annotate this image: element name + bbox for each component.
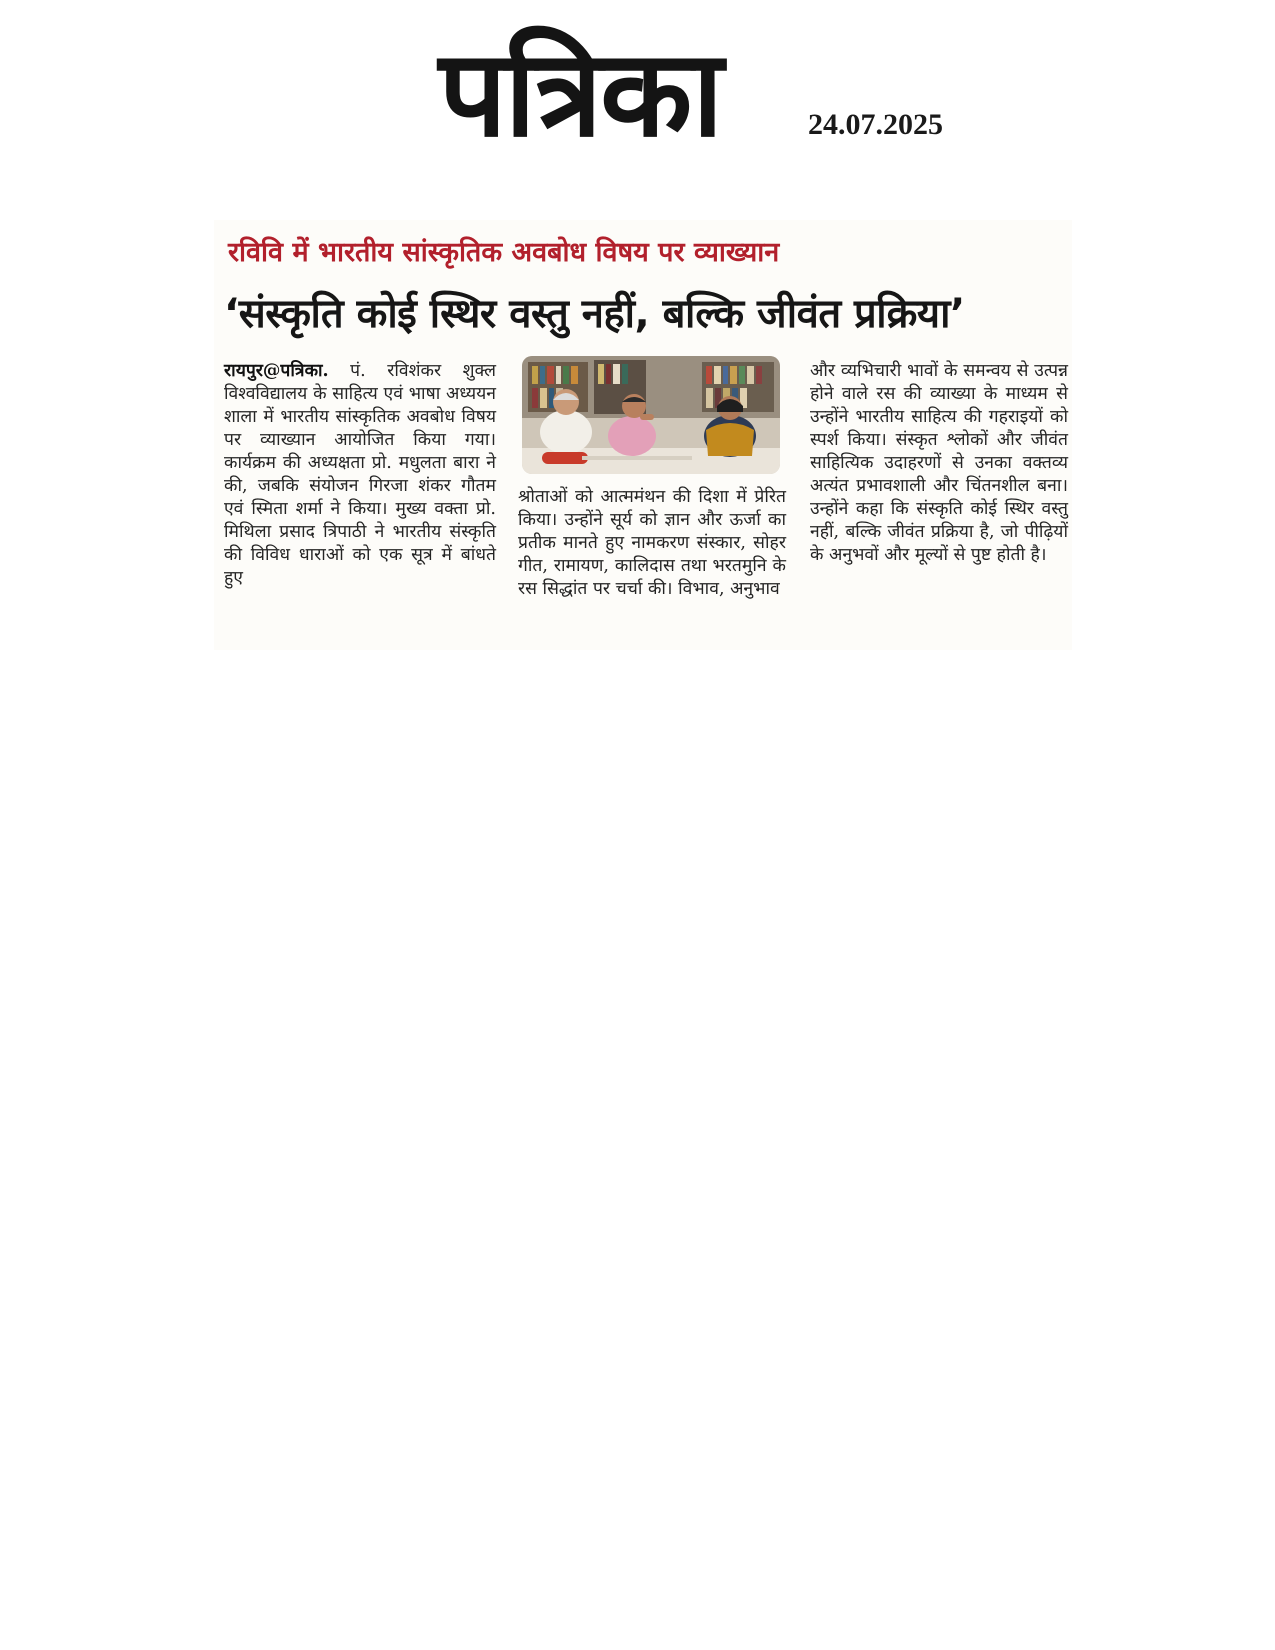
article-dateline: रायपुर@पत्रिका.: [224, 361, 329, 381]
publication-date: 24.07.2025: [808, 108, 943, 141]
column-1-text: पं. रविशंकर शुक्ल विश्वविद्यालय के साहित्य एवं भाषा अध्ययन शाला में भारतीय सांस्कृतिक अवबोध विषय पर व्याख्यान आयोजित किया गया। कार्यक्रम की अध्यक्षता प्रो. मधुलता बारा ने की, जबकि संयोजन गिरजा शंकर गौतम एवं स्मिता शर्मा ने किया। मुख्य वक्ता प्रो. मिथिला प्रसाद त्रिपाठी ने भारतीय संस्कृति की विविध धाराओं को एक सूत्र में बांधते हुए: [224, 361, 496, 588]
event-photo-image: [522, 356, 780, 474]
event-photo: [522, 356, 780, 474]
article-column-3: और व्यभिचारी भावों के समन्वय से उत्पन्न होने वाले रस की व्याख्या के माध्यम से उन्होंने भारतीय साहित्य की गहराइयों को स्पर्श किया। संस्कृत श्लोकों और जीवंत साहित्यिक उदाहरणों से उनका वक्तव्य अत्यंत प्रभावशाली और चिंतनशील बना। उन्होंने कहा कि संस्कृति कोई स्थिर वस्तु नहीं, बल्कि जीवंत प्रक्रिया है, जो पीढ़ियों के अनुभवों और मूल्यों से पुष्ट होती है।: [810, 361, 1068, 565]
news-clipping: [214, 220, 1072, 650]
article-headline: ‘संस्कृति कोई स्थिर वस्तु नहीं, बल्कि जीवंत प्रक्रिया’: [224, 291, 965, 337]
article-kicker: रविवि में भारतीय सांस्कृतिक अवबोध विषय पर व्याख्यान: [228, 237, 780, 268]
article-column-2: श्रोताओं को आत्ममंथन की दिशा में प्रेरित किया। उन्होंने सूर्य को ज्ञान और ऊर्जा का प्रतीक मानते हुए नामकरण संस्कार, सोहर गीत, रामायण, कालिदास तथा भरतमुनि के रस सिद्धांत पर चर्चा की। विभाव, अनुभाव: [518, 487, 786, 599]
article-column-1: [224, 360, 496, 590]
newspaper-masthead: [380, 20, 780, 170]
masthead-logo: पत्रिका: [438, 25, 722, 164]
